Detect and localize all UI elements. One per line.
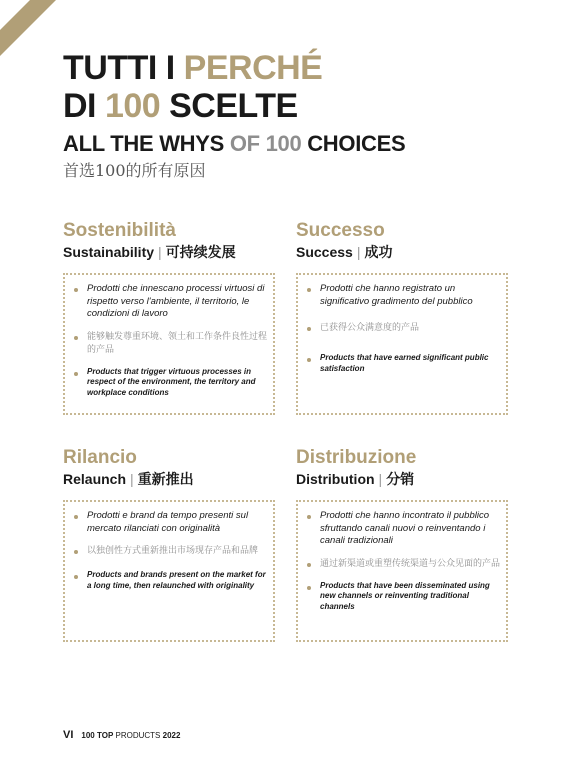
section-title: Successo [296,220,385,241]
section-success [296,220,508,415]
footer-year: 2022 [162,731,181,740]
description-box [296,500,508,642]
main-heading-line2: DI 100 SCELTE [63,87,298,125]
section-title: Sostenibilità [63,220,176,241]
description-box [63,273,275,415]
section-distribution [296,447,508,642]
chinese-text: 已获得公众满意度的产品 [304,322,500,335]
section-subtitle: Success | 成功 [296,244,393,260]
english-text: Products and brands present on the market for a long time, then relaunched with originality [71,570,267,591]
corner-decoration-cutout [0,0,30,30]
english-heading: ALL THE WHYS OF 100 CHOICES [63,131,406,156]
description-box [63,500,275,642]
section-subtitle: Sustainability | 可持续发展 [63,244,236,260]
chinese-text: 以独创性方式重新推出市场现存产品和品牌 [71,545,267,558]
italian-text: Prodotti e brand da tempo presenti sul mercato rilanciati con originalità [71,510,267,535]
page-footer [63,729,180,742]
italian-text: Prodotti che hanno registrato un significativo gradimento del pubblico [304,283,500,308]
section-sustainability [63,220,275,415]
chinese-heading: 首选100的所有原因 [63,161,206,180]
section-title: Distribuzione [296,447,417,468]
description-box [296,273,508,415]
section-subtitle: Distribution | 分销 [296,471,415,487]
english-text: Products that trigger virtuous processes in respect of the environment, the territory and workplace conditions [71,367,267,399]
chinese-text: 能够触发尊重环境、领土和工作条件良性过程的产品 [71,331,267,357]
section-title: Rilancio [63,447,137,468]
footer-brand: 100 TOP [81,731,114,740]
section-subtitle: Relaunch | 重新推出 [63,471,194,487]
italian-text: Prodotti che hanno incontrato il pubblico sfruttando canali nuovi o reinventando i canali tradizionali [304,510,500,548]
page-number: VI [63,729,74,741]
main-heading-line1: TUTTI I PERCHÉ [63,49,323,87]
italian-text: Prodotti che innescano processi virtuosi di rispetto verso l'ambiente, il territorio, le condizioni di lavoro [71,283,267,321]
section-relaunch [63,447,275,642]
footer-brand-middle: PRODUCTS [113,731,163,740]
english-text: Products that have been disseminated using new channels or reinventing traditional channels [304,581,500,613]
english-text: Products that have earned significant public satisfaction [304,353,500,374]
chinese-text: 通过新渠道或重塑传统渠道与公众见面的产品 [304,558,500,571]
